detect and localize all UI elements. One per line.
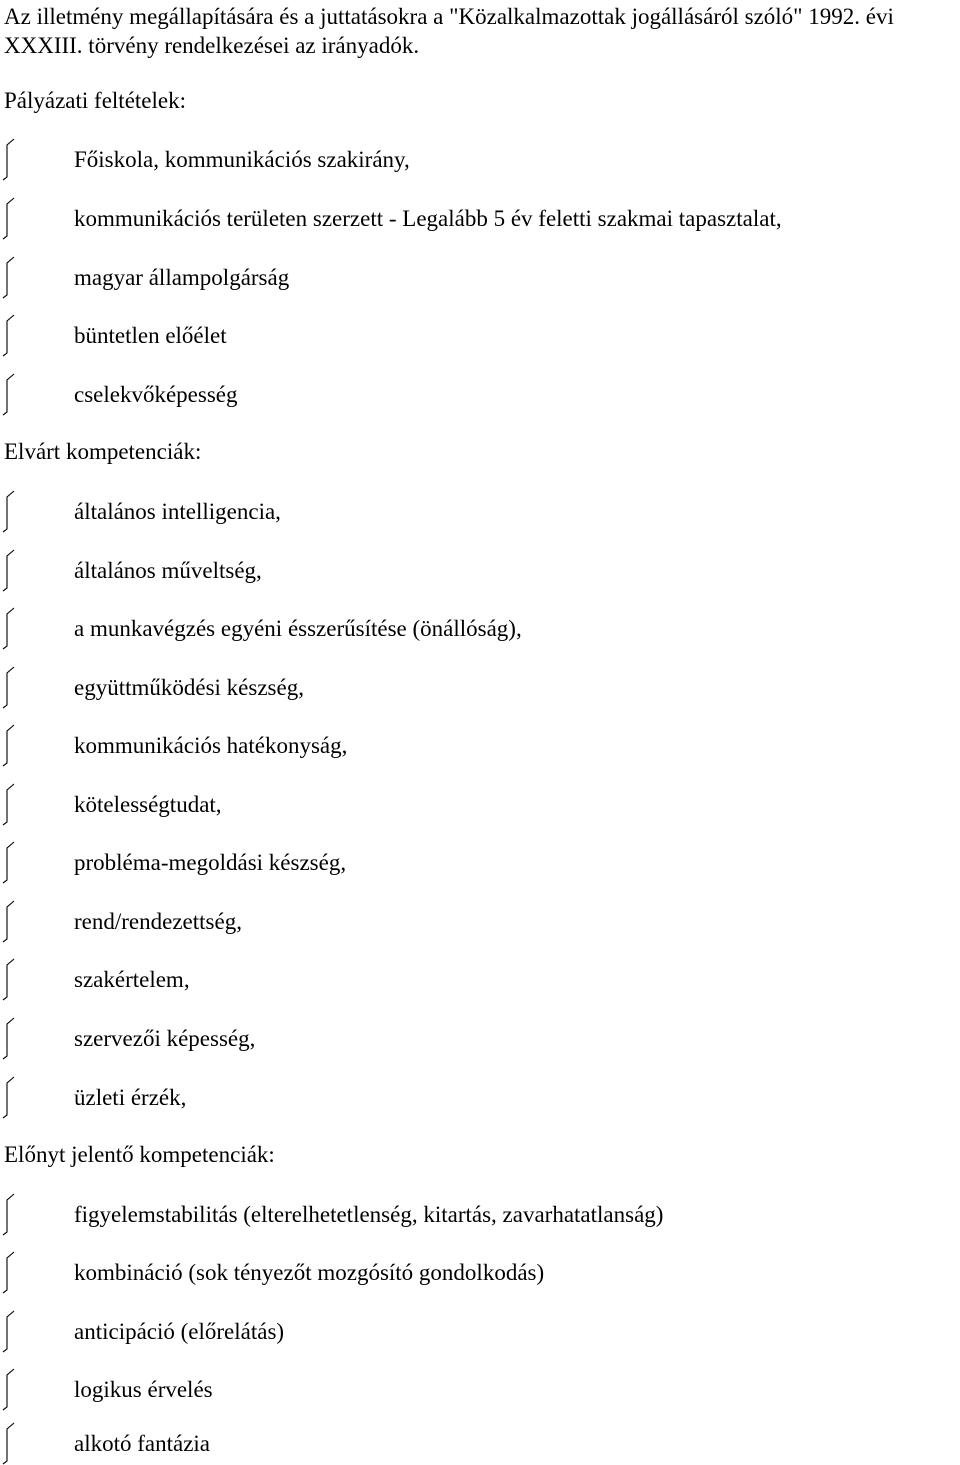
list-item-text: probléma-megoldási készség, xyxy=(74,850,347,875)
list-item-text: logikus érvelés xyxy=(74,1377,213,1402)
list-item xyxy=(0,1421,960,1465)
list-item-text: figyelemstabilitás (elterelhetetlenség, kitartás, zavarhatatlanság) xyxy=(74,1202,664,1227)
list-item xyxy=(0,1309,960,1353)
hook-bullet-icon xyxy=(2,1016,16,1060)
hook-bullet-icon xyxy=(2,372,16,416)
list-item xyxy=(0,665,960,709)
list-item-text: alkotó fantázia xyxy=(74,1431,211,1456)
list-item xyxy=(0,899,960,943)
hook-bullet-icon xyxy=(2,1367,16,1411)
hook-bullet-icon xyxy=(2,1421,16,1465)
list-item xyxy=(0,782,960,826)
hook-bullet-icon xyxy=(2,957,16,1001)
list-item-text: kötelességtudat, xyxy=(74,792,222,817)
list-item xyxy=(0,957,960,1001)
list-item-text: általános intelligencia, xyxy=(74,499,281,524)
list-item-text: kommunikációs hatékonyság, xyxy=(74,733,348,758)
list-item-text: büntetlen előélet xyxy=(74,323,227,348)
list-item-text: üzleti érzék, xyxy=(74,1085,187,1110)
list-item-text: szakértelem, xyxy=(74,967,190,992)
list-item-text: szervezői képesség, xyxy=(74,1026,256,1051)
hook-bullet-icon xyxy=(2,782,16,826)
hook-bullet-icon xyxy=(2,137,16,181)
list-item xyxy=(0,1075,960,1119)
hook-bullet-icon xyxy=(2,1075,16,1119)
list-item xyxy=(0,1250,960,1294)
list-item-text: Főiskola, kommunikációs szakirány, xyxy=(74,147,410,172)
list-item xyxy=(0,1367,960,1411)
list-item xyxy=(0,548,960,592)
list-item xyxy=(0,372,960,416)
hook-bullet-icon xyxy=(2,1192,16,1236)
list-item-text: a munkavégzés egyéni ésszerűsítése (önállóság), xyxy=(74,616,522,641)
section-heading-palyazati-feltetelek: Pályázati feltételek: xyxy=(4,88,186,113)
list-item xyxy=(0,137,960,181)
list-item-text: cselekvőképesség xyxy=(74,382,238,407)
list-item-text: magyar állampolgárság xyxy=(74,265,290,290)
hook-bullet-icon xyxy=(2,196,16,240)
list-item xyxy=(0,606,960,650)
list-item xyxy=(0,840,960,884)
hook-bullet-icon xyxy=(2,840,16,884)
hook-bullet-icon xyxy=(2,899,16,943)
hook-bullet-icon xyxy=(2,548,16,592)
hook-bullet-icon xyxy=(2,665,16,709)
list-item-text: együttműködési készség, xyxy=(74,675,304,700)
list-item-text: kommunikációs területen szerzett - Legalább 5 év feletti szakmai tapasztalat, xyxy=(74,206,782,231)
list-item xyxy=(0,1016,960,1060)
section-heading-elvart-kompetenciak: Elvárt kompetenciák: xyxy=(4,439,202,464)
list-item xyxy=(0,1192,960,1236)
list-item xyxy=(0,489,960,533)
hook-bullet-icon xyxy=(2,606,16,650)
hook-bullet-icon xyxy=(2,255,16,299)
section-heading-elonyt-jelento-kompetenciak: Előnyt jelentő kompetenciák: xyxy=(4,1142,275,1167)
hook-bullet-icon xyxy=(2,489,16,533)
list-item-text: általános műveltség, xyxy=(74,558,262,583)
list-item-text: anticipáció (előrelátás) xyxy=(74,1319,285,1344)
list-item xyxy=(0,255,960,299)
hook-bullet-icon xyxy=(2,313,16,357)
list-item-text: kombináció (sok tényezőt mozgósító gondolkodás) xyxy=(74,1260,545,1285)
list-item xyxy=(0,196,960,240)
list-item xyxy=(0,723,960,767)
list-item-text: rend/rendezettség, xyxy=(74,909,242,934)
intro-paragraph: Az illetmény megállapítására és a juttatásokra a "Közalkalmazottak jogállásáról szóló" 1992. évi XXXIII. törvény rendelkezései az irányadók. xyxy=(4,4,894,58)
hook-bullet-icon xyxy=(2,1309,16,1353)
list-item xyxy=(0,313,960,357)
hook-bullet-icon xyxy=(2,723,16,767)
hook-bullet-icon xyxy=(2,1250,16,1294)
